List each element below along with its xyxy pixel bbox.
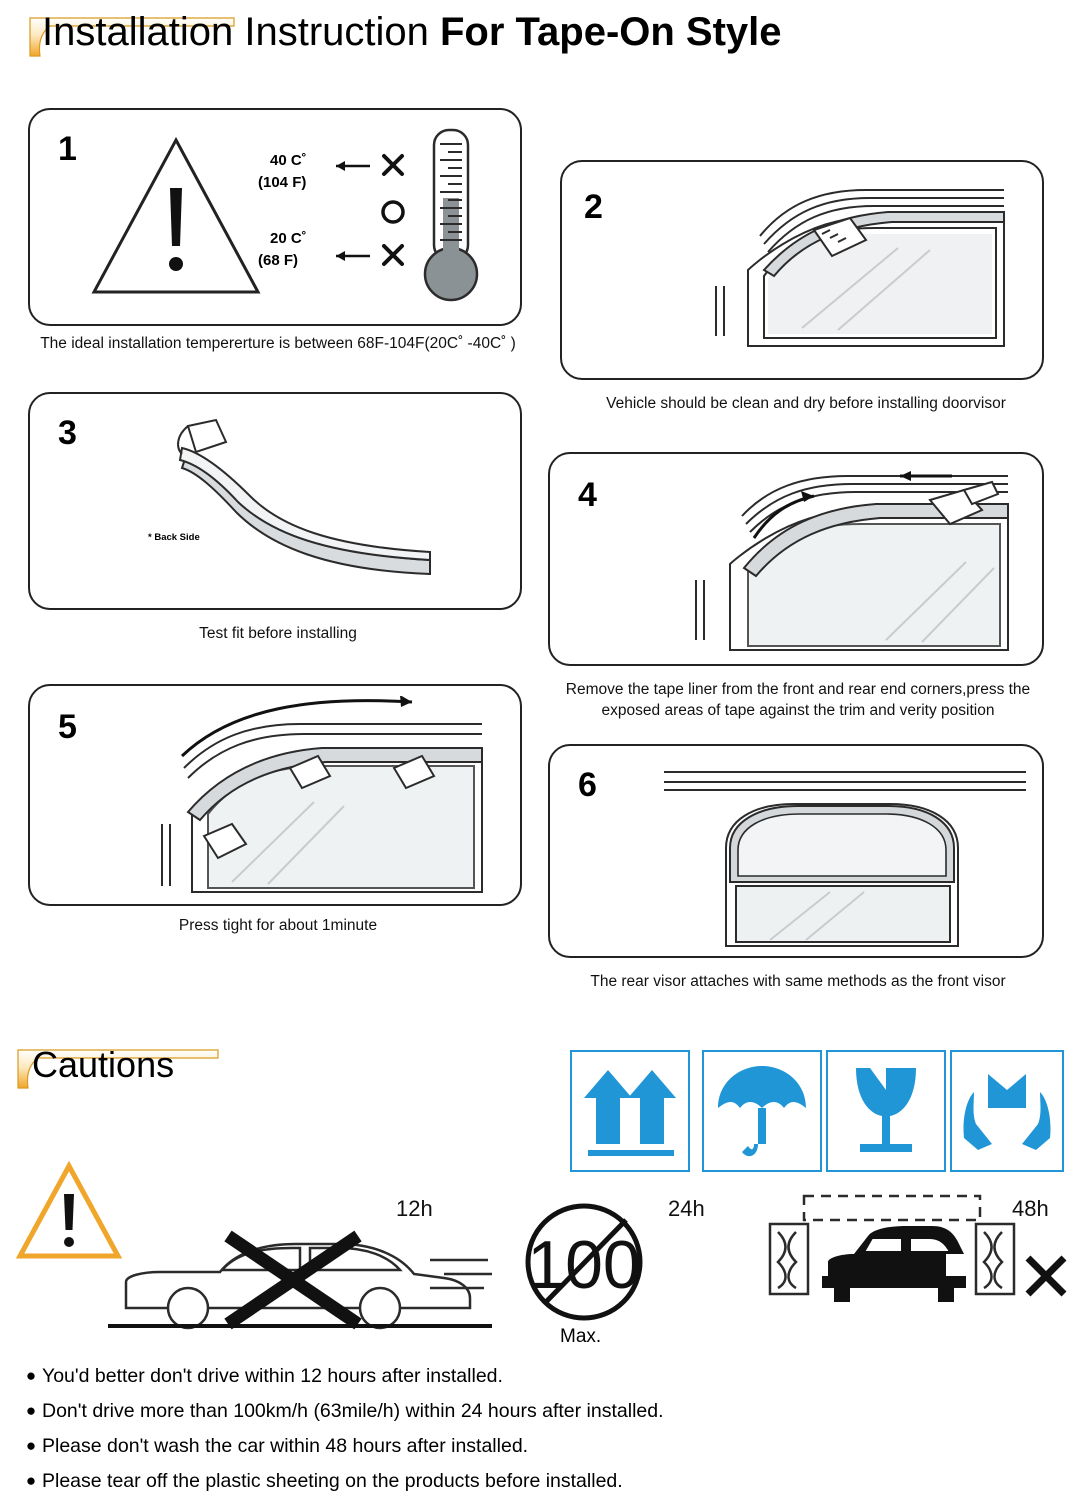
caution-12h-label: 12h: [396, 1196, 433, 1221]
step-4-panel: [548, 452, 1044, 666]
step-2-number: 2: [584, 188, 603, 226]
step-5-caption: Press tight for about 1minute: [178, 917, 378, 934]
temp-hot-fahrenheit: (104 F): [258, 174, 307, 191]
cautions-header: [8, 1040, 308, 1106]
list-item: [20, 1362, 1060, 1390]
step-5-panel: [28, 684, 522, 906]
bullet-text: Please don't wash the car within 48 hours after installed.: [42, 1435, 529, 1457]
step-3-caption: Test fit before installing: [199, 625, 357, 642]
keep-dry-umbrella-icon: [702, 1050, 822, 1172]
no-car-wash-illustration: [756, 1188, 1028, 1334]
visor-test-fit-illustration: [130, 414, 500, 584]
page-title-part2: For Tape-On Style: [440, 10, 782, 54]
step-3-number: 3: [58, 414, 77, 452]
step-4-caption: Remove the tape liner from the front and rear end corners,press the exposed areas of tape against the trim and verity position: [565, 681, 1031, 719]
step-5-number: 5: [58, 708, 77, 746]
caution-48h-label: 48h: [1012, 1196, 1049, 1221]
cautions-bullet-list: [20, 1362, 1060, 1502]
step-6-caption: The rear visor attaches with same methods as the front visor: [590, 973, 1006, 990]
temp-markers-icon: [326, 144, 422, 284]
step-3-back-side-note: * Back Side: [148, 532, 200, 543]
page-title: [42, 10, 782, 55]
press-tight-illustration: [122, 696, 512, 896]
step-4-number: 4: [578, 476, 597, 514]
this-side-up-icon: [570, 1050, 690, 1172]
bullet-icon: ●: [25, 1366, 37, 1385]
bullet-text: You'd better don't drive within 12 hours after installed.: [42, 1365, 503, 1387]
cautions-title: Cautions: [32, 1044, 175, 1085]
handle-with-care-icon: [950, 1050, 1064, 1172]
remove-tape-liner-illustration: [636, 464, 1036, 660]
bullet-icon: ●: [25, 1401, 37, 1420]
warning-triangle-icon: [88, 132, 264, 302]
car-door-clean-illustration: [652, 178, 1032, 364]
bullet-icon: ●: [25, 1471, 37, 1490]
step-1-panel: [28, 108, 522, 326]
no-drive-car-illustration: [100, 1220, 500, 1336]
rear-visor-illustration: [650, 756, 1040, 952]
thermometer-icon: [412, 124, 504, 310]
list-item: [20, 1467, 1060, 1495]
caution-max-label: Max.: [560, 1326, 602, 1347]
temp-cold-celsius: 20 C˚: [270, 230, 307, 247]
bullet-text: Don't drive more than 100km/h (63mile/h) within 24 hours after installed.: [42, 1400, 664, 1422]
step-1-caption: The ideal installation tempererture is between 68F-104F(20C˚ -40C˚ ): [40, 335, 516, 352]
step-2-caption: Vehicle should be clean and dry before installing doorvisor: [606, 395, 1006, 412]
bullet-text: Please tear off the plastic sheeting on the products before installed.: [42, 1470, 623, 1492]
step-6-panel: [548, 744, 1044, 958]
speed-limit-value: 100: [527, 1227, 641, 1303]
step-2-panel: [560, 160, 1044, 380]
fragile-glass-icon: [826, 1050, 946, 1172]
step-1-number: 1: [58, 130, 77, 168]
temp-cold-fahrenheit: (68 F): [258, 252, 299, 269]
list-item: [20, 1432, 1060, 1460]
page-title-part1: Installation Instruction: [42, 10, 440, 54]
temp-hot-celsius: 40 C˚: [270, 152, 307, 169]
bullet-icon: ●: [25, 1436, 37, 1455]
step-6-number: 6: [578, 766, 597, 804]
no-wash-cross-icon: [1020, 1250, 1072, 1302]
no-speed-limit-icon: [516, 1200, 666, 1330]
page-header: [20, 6, 1064, 72]
list-item: [20, 1397, 1060, 1425]
step-3-panel: [28, 392, 522, 610]
caution-24h-label: 24h: [668, 1196, 705, 1221]
